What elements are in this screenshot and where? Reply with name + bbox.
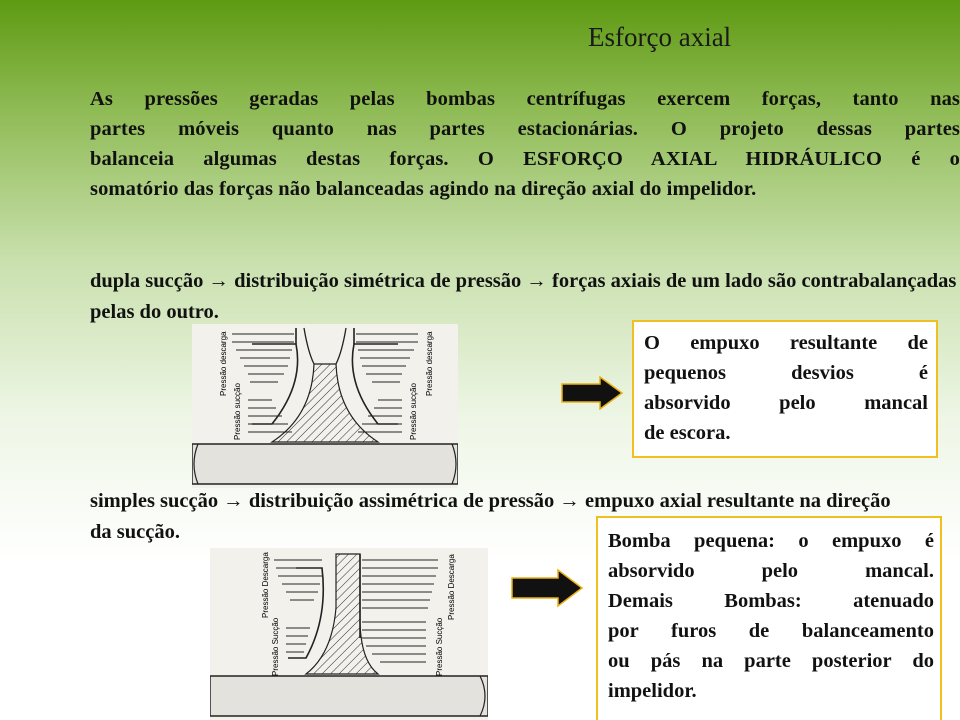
discharge-arrows-right — [356, 334, 418, 382]
intro-line: partes móveis quanto nas partes estacionárias. O projeto dessas partes — [90, 118, 960, 140]
box-line: Demais Bombas: atenuado — [608, 590, 934, 612]
impeller-hub — [272, 364, 378, 442]
label-left-discharge: Pressão descarga — [219, 331, 228, 396]
suction-arrows-right — [362, 622, 426, 662]
box-line: Bomba pequena: o empuxo é — [608, 530, 934, 552]
box-line: ou pás na parte posterior do — [608, 650, 934, 672]
label-right-discharge: Pressão descarga — [425, 331, 434, 396]
box-line: impelidor. — [608, 680, 697, 702]
box-line: pequenos desvios é — [644, 362, 928, 384]
right-arrow-icon — [510, 568, 584, 613]
discharge-arrows-left — [232, 334, 294, 382]
single-suction-figure — [210, 548, 488, 720]
label-left-discharge: Pressão Descarga — [261, 552, 270, 618]
box-line: O empuxo resultante de — [644, 332, 928, 354]
intro-paragraph — [90, 84, 960, 204]
label-left-suction: Pressão sucção — [233, 383, 242, 440]
intro-line: As pressões geradas pelas bombas centrífugas exercem forças, tanto nas — [90, 88, 960, 110]
intro-line: somatório das forças não balanceadas agindo na direção axial do impelidor. — [90, 178, 757, 200]
label-right-discharge: Pressão Descarga — [447, 554, 456, 620]
label-left-suction: Pressão Sucção — [271, 617, 280, 676]
shaft — [192, 444, 458, 484]
double-suction-diagram — [192, 324, 458, 488]
label-right-suction: Pressão sucção — [409, 383, 418, 440]
impeller-hub — [306, 554, 378, 674]
box-line: por furos de balanceamento — [608, 620, 934, 642]
double-suction-text: dupla sucção → distribuição simétrica de pressão → forças axiais de um lado são contrabalançadas pelas do outro. — [90, 270, 957, 323]
slide-title: Esforço axial — [588, 22, 732, 52]
suction-arrows-left — [286, 628, 310, 652]
discharge-arrows-right — [362, 560, 438, 608]
single-suction-diagram — [210, 548, 488, 720]
single-suction-text: simples sucção → distribuição assimétrica de pressão → empuxo axial resultante na direção da sucção. — [90, 490, 891, 543]
double-suction-figure — [192, 324, 458, 488]
intro-line: balanceia algumas destas forças. O ESFORÇO AXIAL HIDRÁULICO é o — [90, 148, 960, 170]
shaft — [210, 676, 488, 716]
discharge-arrows-left — [274, 560, 322, 600]
right-arrow-icon — [560, 376, 624, 415]
box-line: de escora. — [644, 422, 731, 444]
thrust-note-box — [632, 320, 938, 458]
small-pump-note-box — [596, 516, 942, 720]
label-right-suction: Pressão Sucção — [435, 617, 444, 676]
box-line: absorvido pelo mancal. — [608, 560, 934, 582]
box-line: absorvido pelo mancal — [644, 392, 928, 414]
